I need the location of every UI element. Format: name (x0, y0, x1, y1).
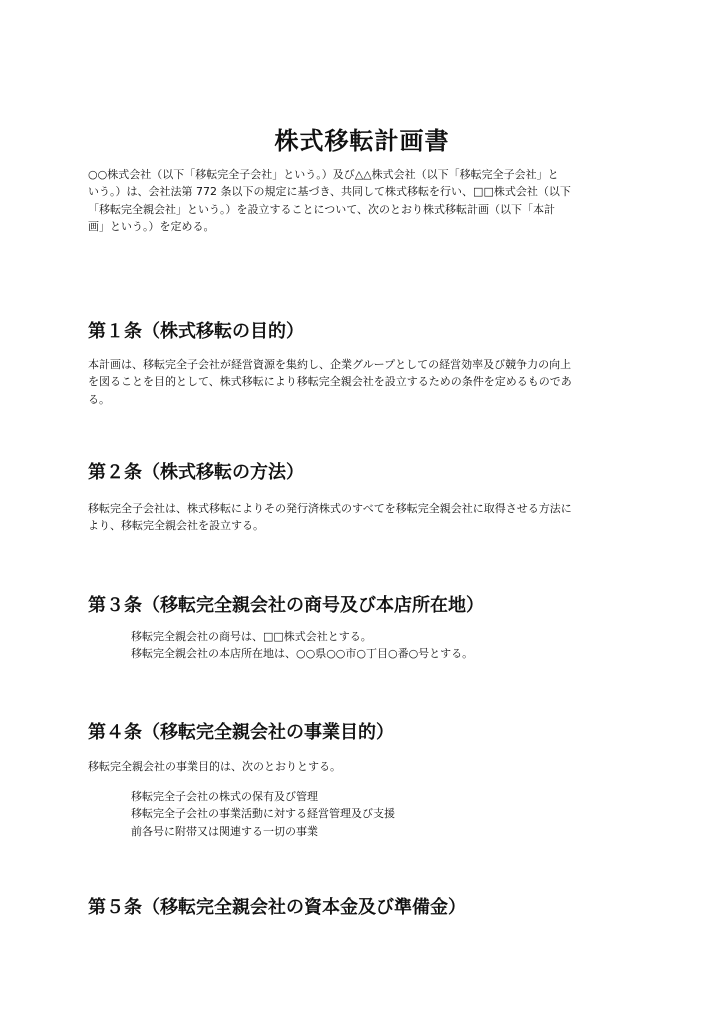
article-4-body (88, 758, 341, 775)
list-item: 移転完全親会社の本店所在地は、○○県○○市○丁目○番○号とする。 (131, 647, 474, 661)
article-1-heading: 第１条（株式移転の目的） (88, 321, 304, 342)
intro-paragraph (88, 166, 571, 235)
list-item: 移転完全子会社の事業活動に対する経営管理及び支援 (131, 807, 395, 821)
article-2-body (88, 500, 572, 535)
document-title: 株式移転計画書 (274, 127, 450, 155)
article-2-heading: 第２条（株式移転の方法） (88, 462, 304, 483)
body-line: 移転完全子会社は、株式移転によりその発行済株式のすべてを移転完全親会社に取得させる方法に (88, 502, 572, 515)
list-item: 前各号に附帯又は関連する一切の事業 (131, 824, 318, 838)
article-4-heading: 第４条（移転完全親会社の事業目的） (88, 722, 394, 743)
article-3-items (131, 628, 473, 663)
body-line: より、移転完全親会社を設立する。 (88, 519, 264, 533)
article-4-items (131, 788, 395, 840)
intro-line: 「移転完全親会社」という。）を設立することについて、次のとおり株式移転計画（以下「本計 (88, 202, 556, 216)
intro-line: ○○株式会社（以下「移転完全子会社」という。）及び△△株式会社（以下「移転完全子会社」と (88, 168, 559, 181)
intro-line: いう。）は、会社法第 772 条以下の規定に基づき、共同して株式移転を行い、□□株式会社（以下 (88, 185, 571, 199)
intro-line: 画」という。）を定める。 (88, 219, 215, 233)
list-item: 移転完全親会社の商号は、□□株式会社とする。 (131, 630, 372, 643)
body-line: を図ることを目的として、株式移転により移転完全親会社を設立するための条件を定めるものであ (88, 375, 572, 389)
article-1-body (88, 356, 572, 408)
body-line: る。 (88, 392, 110, 406)
list-item: 移転完全子会社の株式の保有及び管理 (131, 790, 318, 803)
body-line: 本計画は、移転完全子会社が経営資源を集約し、企業グループとしての経営効率及び競争力の向上 (88, 358, 572, 371)
body-line: 移転完全親会社の事業目的は、次のとおりとする。 (88, 760, 341, 773)
article-5-heading: 第５条（移転完全親会社の資本金及び準備金） (88, 897, 466, 918)
article-3-heading: 第３条（移転完全親会社の商号及び本店所在地） (88, 595, 484, 616)
